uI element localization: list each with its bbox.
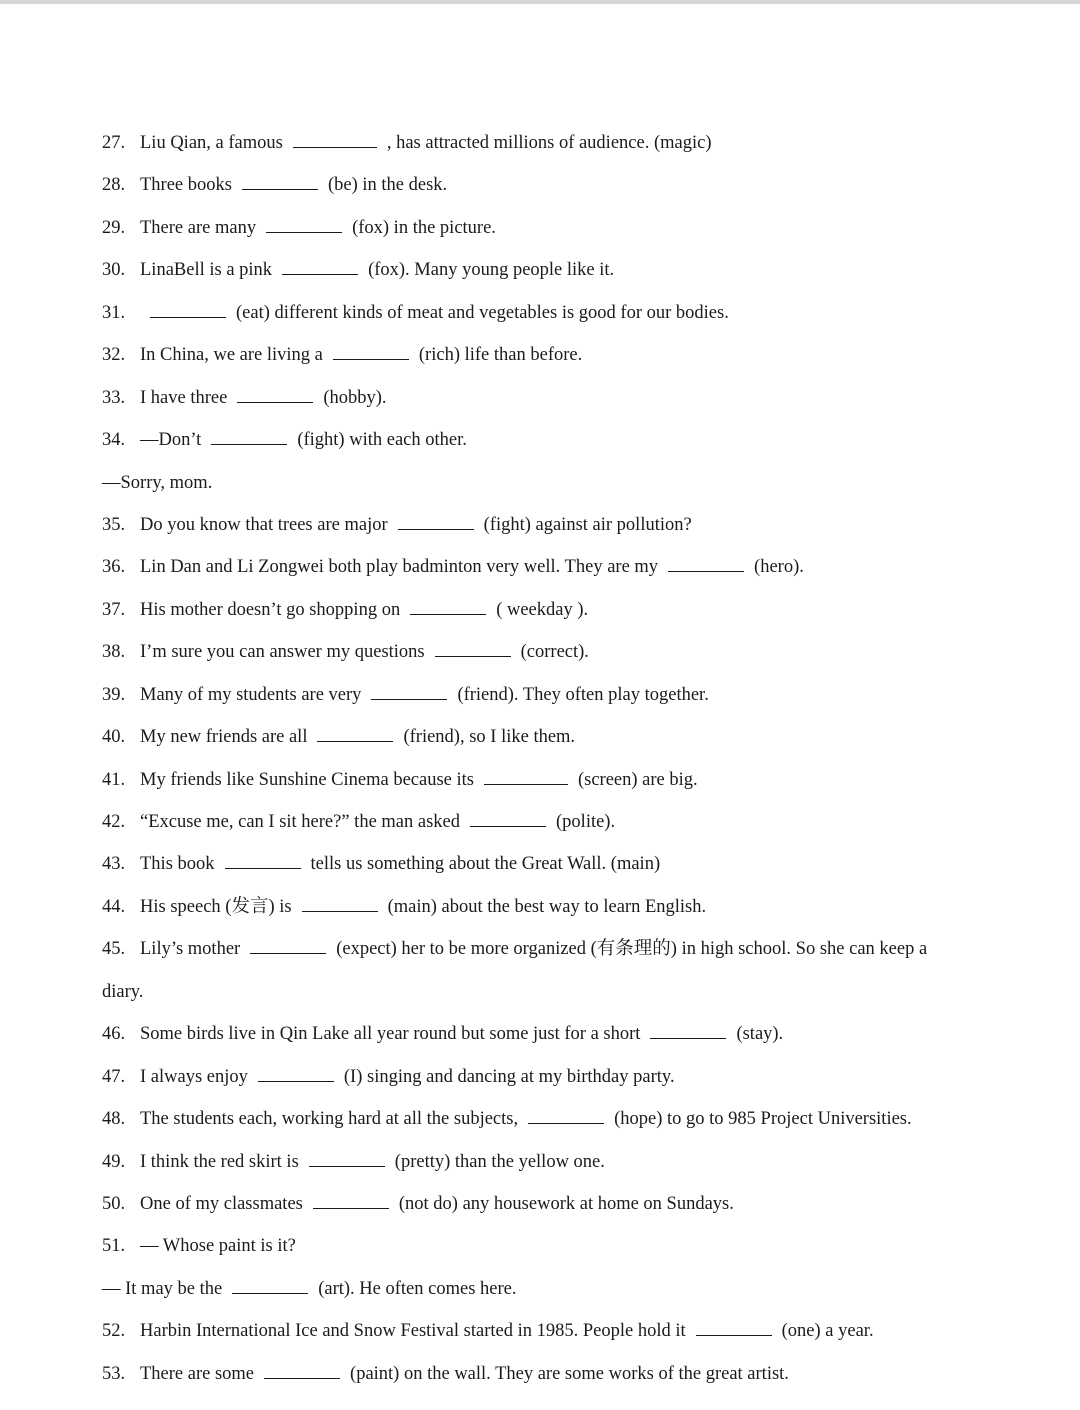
answer-blank[interactable] xyxy=(309,1165,385,1167)
question-number: 51. xyxy=(102,1236,126,1257)
question-text-before: Lin Dan and Li Zongwei both play badminton very well. They are my xyxy=(140,557,659,578)
question-text-after: (fox). Many young people like it. xyxy=(368,260,615,281)
question-text-after: (rich) life than before. xyxy=(418,345,583,366)
question-number: 43. xyxy=(102,854,126,875)
question-number: 28. xyxy=(102,175,126,196)
exercise-line xyxy=(0,164,1080,206)
question-number: 31. xyxy=(102,302,126,323)
question-text-after: tells us something about the Great Wall. (main) xyxy=(310,854,661,875)
question-text-after: (friend). They often play together. xyxy=(457,684,709,705)
question-text-before: Liu Qian, a famous xyxy=(140,133,283,153)
question-text-before: Do you know that trees are major xyxy=(140,514,388,535)
exercise-line xyxy=(0,801,1080,843)
top-border xyxy=(0,0,1080,4)
answer-blank[interactable] xyxy=(264,1377,340,1379)
question-text-before: Three books xyxy=(140,175,232,196)
question-text-before: His mother doesn’t go shopping on xyxy=(140,599,401,620)
question-number: 30. xyxy=(102,260,126,281)
question-text: diary. xyxy=(102,981,144,1002)
question-text-after: (be) in the desk. xyxy=(327,175,448,196)
question-text-before: I have three xyxy=(140,387,228,408)
exercise-line xyxy=(0,1141,1080,1183)
question-number: 53. xyxy=(102,1363,126,1384)
question-number: 46. xyxy=(102,1024,126,1045)
question-text-after: (fight) against air pollution? xyxy=(483,514,692,535)
answer-blank[interactable] xyxy=(250,952,326,954)
exercise-line xyxy=(0,207,1080,249)
question-text-before: LinaBell is a pink xyxy=(140,260,273,281)
answer-blank[interactable] xyxy=(410,613,486,615)
exercise-line xyxy=(0,462,1080,504)
answer-blank[interactable] xyxy=(528,1122,604,1124)
answer-blank[interactable] xyxy=(313,1207,389,1209)
exercise-line xyxy=(0,674,1080,716)
question-text-before: There are some xyxy=(140,1363,255,1384)
question-text-after: ( weekday ). xyxy=(496,599,589,620)
question-text-before: Harbin International Ice and Snow Festival started in 1985. People hold it xyxy=(140,1321,686,1342)
question-text-after: (friend), so I like them. xyxy=(403,727,576,748)
exercise-line xyxy=(0,1225,1080,1267)
question-text-before: The students each, working hard at all the subjects, xyxy=(140,1109,519,1130)
answer-blank[interactable] xyxy=(696,1334,772,1336)
question-text-before: “Excuse me, can I sit here?” the man asked xyxy=(140,812,461,832)
answer-blank[interactable] xyxy=(470,825,546,827)
exercise-line xyxy=(0,292,1080,334)
exercise-line xyxy=(0,1353,1080,1395)
question-number: 45. xyxy=(102,939,126,960)
question-text-before: My new friends are all xyxy=(140,727,308,748)
answer-blank[interactable] xyxy=(371,698,447,700)
question-text: — Whose paint is it? xyxy=(140,1236,296,1257)
answer-blank[interactable] xyxy=(333,358,409,360)
answer-blank[interactable] xyxy=(293,146,377,148)
question-number: 47. xyxy=(102,1066,126,1087)
exercise-line xyxy=(0,377,1080,419)
question-number: 41. xyxy=(102,769,126,790)
question-text-before: Some birds live in Qin Lake all year round but some just for a short xyxy=(140,1024,641,1045)
exercise-line xyxy=(0,886,1080,928)
question-text-before: This book xyxy=(140,854,215,875)
question-text-before: — It may be the xyxy=(102,1278,223,1299)
answer-blank[interactable] xyxy=(258,1080,334,1082)
question-text-after: (eat) different kinds of meat and vegetables is good for our bodies. xyxy=(236,302,729,323)
question-number: 29. xyxy=(102,217,126,238)
question-text-before: I’m sure you can answer my questions xyxy=(140,642,425,663)
answer-blank[interactable] xyxy=(282,273,358,275)
exercise-line xyxy=(0,589,1080,631)
question-text-after: , has attracted millions of audience. (magic) xyxy=(386,133,712,153)
exercise-line xyxy=(0,843,1080,885)
question-number: 35. xyxy=(102,514,126,535)
exercise-sheet xyxy=(0,122,1080,1395)
question-text-after: (polite). xyxy=(556,812,616,832)
question-text-after: (correct). xyxy=(520,642,589,663)
answer-blank[interactable] xyxy=(232,1292,308,1294)
question-text-after: (art). He often comes here. xyxy=(318,1278,517,1299)
question-number: 52. xyxy=(102,1321,126,1342)
answer-blank[interactable] xyxy=(317,740,393,742)
answer-blank[interactable] xyxy=(237,401,313,403)
exercise-line xyxy=(0,1183,1080,1225)
answer-blank[interactable] xyxy=(150,316,226,318)
exercise-line xyxy=(0,419,1080,461)
exercise-line xyxy=(0,759,1080,801)
question-text-before: I always enjoy xyxy=(140,1066,248,1087)
question-text-before: There are many xyxy=(140,217,257,238)
question-text-after: (hobby). xyxy=(323,387,387,408)
question-text-after: (hope) to go to 985 Project Universities. xyxy=(614,1109,912,1130)
question-text-before: In China, we are living a xyxy=(140,345,323,366)
question-text-after: (stay). xyxy=(736,1024,784,1045)
question-text-before: His speech (发言) is xyxy=(140,896,292,917)
question-text-before: —Don’t xyxy=(140,430,202,451)
question-number: 38. xyxy=(102,642,126,663)
exercise-line xyxy=(0,928,1080,970)
answer-blank[interactable] xyxy=(266,231,342,233)
question-number: 44. xyxy=(102,896,126,917)
question-text-before: I think the red skirt is xyxy=(140,1151,299,1172)
exercise-line xyxy=(0,631,1080,673)
question-number: 37. xyxy=(102,599,126,620)
question-number: 50. xyxy=(102,1193,126,1214)
question-text-after: (main) about the best way to learn English. xyxy=(387,896,707,917)
exercise-line xyxy=(0,122,1080,164)
exercise-line xyxy=(0,1098,1080,1140)
question-text-before: My friends like Sunshine Cinema because its xyxy=(140,769,474,790)
question-number: 32. xyxy=(102,345,126,366)
exercise-line xyxy=(0,716,1080,758)
question-text-before: One of my classmates xyxy=(140,1193,303,1214)
question-text-after: (pretty) than the yellow one. xyxy=(394,1151,605,1172)
question-number: 27. xyxy=(102,133,126,153)
question-number: 39. xyxy=(102,684,126,705)
question-number: 34. xyxy=(102,430,126,451)
question-text-after: (one) a year. xyxy=(781,1321,874,1342)
answer-blank[interactable] xyxy=(668,570,744,572)
question-text-after: (not do) any housework at home on Sundays. xyxy=(398,1193,734,1214)
exercise-line xyxy=(0,249,1080,291)
question-text-before: Many of my students are very xyxy=(140,684,362,705)
question-text: —Sorry, mom. xyxy=(102,472,213,493)
answer-blank[interactable] xyxy=(398,528,474,530)
question-number: 33. xyxy=(102,387,126,408)
question-number: 42. xyxy=(102,812,126,832)
answer-blank[interactable] xyxy=(484,783,568,785)
question-number: 36. xyxy=(102,557,126,578)
answer-blank[interactable] xyxy=(435,655,511,657)
exercise-line xyxy=(0,971,1080,1013)
exercise-line xyxy=(0,504,1080,546)
question-text-after: (screen) are big. xyxy=(577,769,698,790)
answer-blank[interactable] xyxy=(650,1037,726,1039)
answer-blank[interactable] xyxy=(242,188,318,190)
exercise-line xyxy=(0,1056,1080,1098)
question-number: 49. xyxy=(102,1151,126,1172)
question-text-after: (I) singing and dancing at my birthday party. xyxy=(343,1066,675,1087)
question-text-after: (expect) her to be more organized (有条理的) in high school. So she can keep a xyxy=(336,939,928,960)
exercise-line xyxy=(0,334,1080,376)
question-text-after: (fox) in the picture. xyxy=(352,217,496,238)
answer-blank[interactable] xyxy=(211,443,287,445)
question-text-after: (paint) on the wall. They are some works of the great artist. xyxy=(350,1363,789,1384)
exercise-line xyxy=(0,1310,1080,1352)
answer-blank[interactable] xyxy=(225,867,301,869)
answer-blank[interactable] xyxy=(302,910,378,912)
exercise-line xyxy=(0,546,1080,588)
exercise-line xyxy=(0,1268,1080,1310)
question-text-after: (hero). xyxy=(754,557,804,578)
question-number: 48. xyxy=(102,1109,126,1130)
question-number: 40. xyxy=(102,727,126,748)
question-text-before: Lily’s mother xyxy=(140,939,241,960)
exercise-line xyxy=(0,1013,1080,1055)
question-text-after: (fight) with each other. xyxy=(297,430,467,451)
